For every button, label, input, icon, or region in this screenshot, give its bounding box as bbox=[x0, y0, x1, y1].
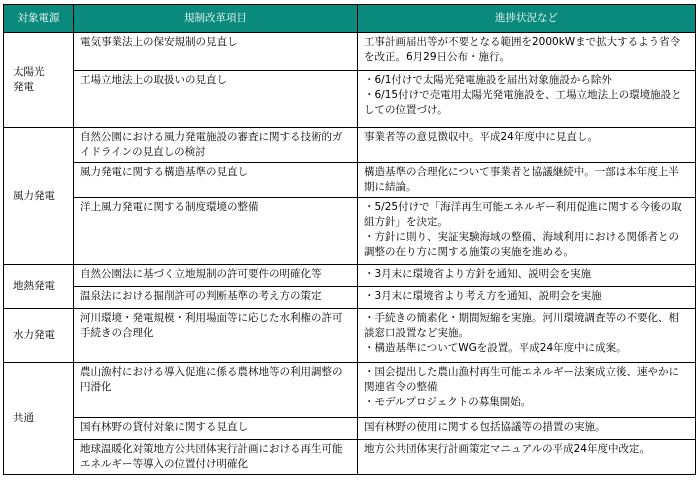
table-row bbox=[4, 287, 696, 309]
category-label: 共通 bbox=[13, 412, 34, 424]
progress-line: ・方針に則り、実証実験海域の整備、海域利用における関係者との調整の在り方に関する施策の実施を進める。 bbox=[364, 231, 679, 258]
progress-cell bbox=[358, 287, 696, 309]
progress-line: ・3月末に環境省より方針を通知、説明会を実施 bbox=[364, 268, 592, 280]
reform-item: 自然公園法に基づく立地規制の許可要件の明確化等 bbox=[74, 265, 358, 287]
table-row bbox=[4, 440, 696, 475]
progress-line: ・構造基準についてWGを設置。平成24年度中に成案。 bbox=[364, 342, 627, 354]
progress-cell bbox=[358, 309, 696, 363]
category-label: 地熱発電 bbox=[13, 280, 55, 292]
reform-item: 工場立地法上の取扱いの見直し bbox=[74, 71, 358, 128]
reform-item: 自然公園における風力発電施設の審査に関する技術的ガイドラインの見直しの検討 bbox=[74, 128, 358, 163]
progress-cell bbox=[358, 440, 696, 475]
progress-line: 構造基準の合理化について事業者と協議継続中。一部は本年度上半期に結論。 bbox=[364, 166, 679, 193]
table-row bbox=[4, 33, 696, 71]
category-common bbox=[4, 363, 74, 475]
category-wind bbox=[4, 128, 74, 265]
reform-item: 農山漁村における導入促進に係る農林地等の利用調整の円滑化 bbox=[74, 363, 358, 418]
header-energy-source: 対象電源 bbox=[4, 5, 74, 33]
table-row bbox=[4, 71, 696, 128]
category-hydro bbox=[4, 309, 74, 363]
category-solar bbox=[4, 33, 74, 128]
category-geothermal bbox=[4, 265, 74, 309]
reform-item: 河川環境・発電規模・利用場面等に応じた水利権の許可手続きの合理化 bbox=[74, 309, 358, 363]
progress-line: ・モデルプロジェクトの募集開始。 bbox=[364, 396, 532, 408]
progress-cell bbox=[358, 363, 696, 418]
progress-line: 工事計画届出等が不要となる範囲を2000kWまで拡大するよう省令を改正。6月29日公布・施行。 bbox=[364, 36, 681, 63]
header-reform-item: 規制改革項目 bbox=[74, 5, 358, 33]
reform-item: 洋上風力発電に関する制度環境の整備 bbox=[74, 198, 358, 265]
category-label: 風力発電 bbox=[13, 189, 55, 202]
table-row bbox=[4, 128, 696, 163]
progress-line: ・手続きの簡素化・期間短縮を実施。河川環境調査等の不要化、相談窓口設置など実施。 bbox=[364, 312, 679, 339]
progress-line: 地方公共団体実行計画策定マニュアルの平成24年度中改定。 bbox=[364, 443, 650, 455]
progress-line: ・6/15付けで売電用太陽光発電施設を、工場立地法上の環境施設としての位置づけ。 bbox=[364, 89, 682, 116]
category-label: 太陽光 発電 bbox=[13, 66, 45, 93]
table-row bbox=[4, 309, 696, 363]
header-progress: 進捗状況など bbox=[358, 5, 696, 33]
progress-cell bbox=[358, 71, 696, 128]
progress-cell bbox=[358, 418, 696, 440]
progress-line: ・国会提出した農山漁村再生可能エネルギー法案成立後、速やかに関連省令の整備 bbox=[364, 366, 679, 393]
progress-cell bbox=[358, 128, 696, 163]
table-row bbox=[4, 363, 696, 418]
progress-cell bbox=[358, 33, 696, 71]
table-row bbox=[4, 198, 696, 265]
table-row bbox=[4, 418, 696, 440]
header-row bbox=[4, 5, 696, 33]
progress-cell bbox=[358, 163, 696, 198]
reform-item: 地球温暖化対策地方公共団体実行計画における再生可能エネルギー等導入の位置付け明確化 bbox=[74, 440, 358, 475]
progress-line: ・3月末に環境省より考え方を通知、説明会を実施 bbox=[364, 290, 602, 302]
reform-item: 国有林野の貸付対象に関する見直し bbox=[74, 418, 358, 440]
reform-item: 風力発電に関する構造基準の見直し bbox=[74, 163, 358, 198]
reform-item: 電気事業法上の保安規制の見直し bbox=[74, 33, 358, 71]
reform-item: 温泉法における掘削許可の判断基準の考え方の策定 bbox=[74, 287, 358, 309]
progress-line: ・5/25付けで「海洋再生可能エネルギー利用促進に関する今後の取組方針」を決定。 bbox=[364, 201, 682, 228]
regulatory-reform-table bbox=[3, 4, 696, 475]
table-row bbox=[4, 163, 696, 198]
progress-line: 国有林野の使用に関する包括協議等の措置の実施。 bbox=[364, 421, 606, 433]
category-label: 水力発電 bbox=[13, 329, 55, 341]
progress-cell bbox=[358, 198, 696, 265]
progress-line: 事業者等の意見徴収中。平成24年度中に見直し。 bbox=[364, 131, 598, 143]
progress-line: ・6/1付けで太陽光発電施設を届出対象施設から除外 bbox=[364, 74, 612, 86]
table-row bbox=[4, 265, 696, 287]
progress-cell bbox=[358, 265, 696, 287]
